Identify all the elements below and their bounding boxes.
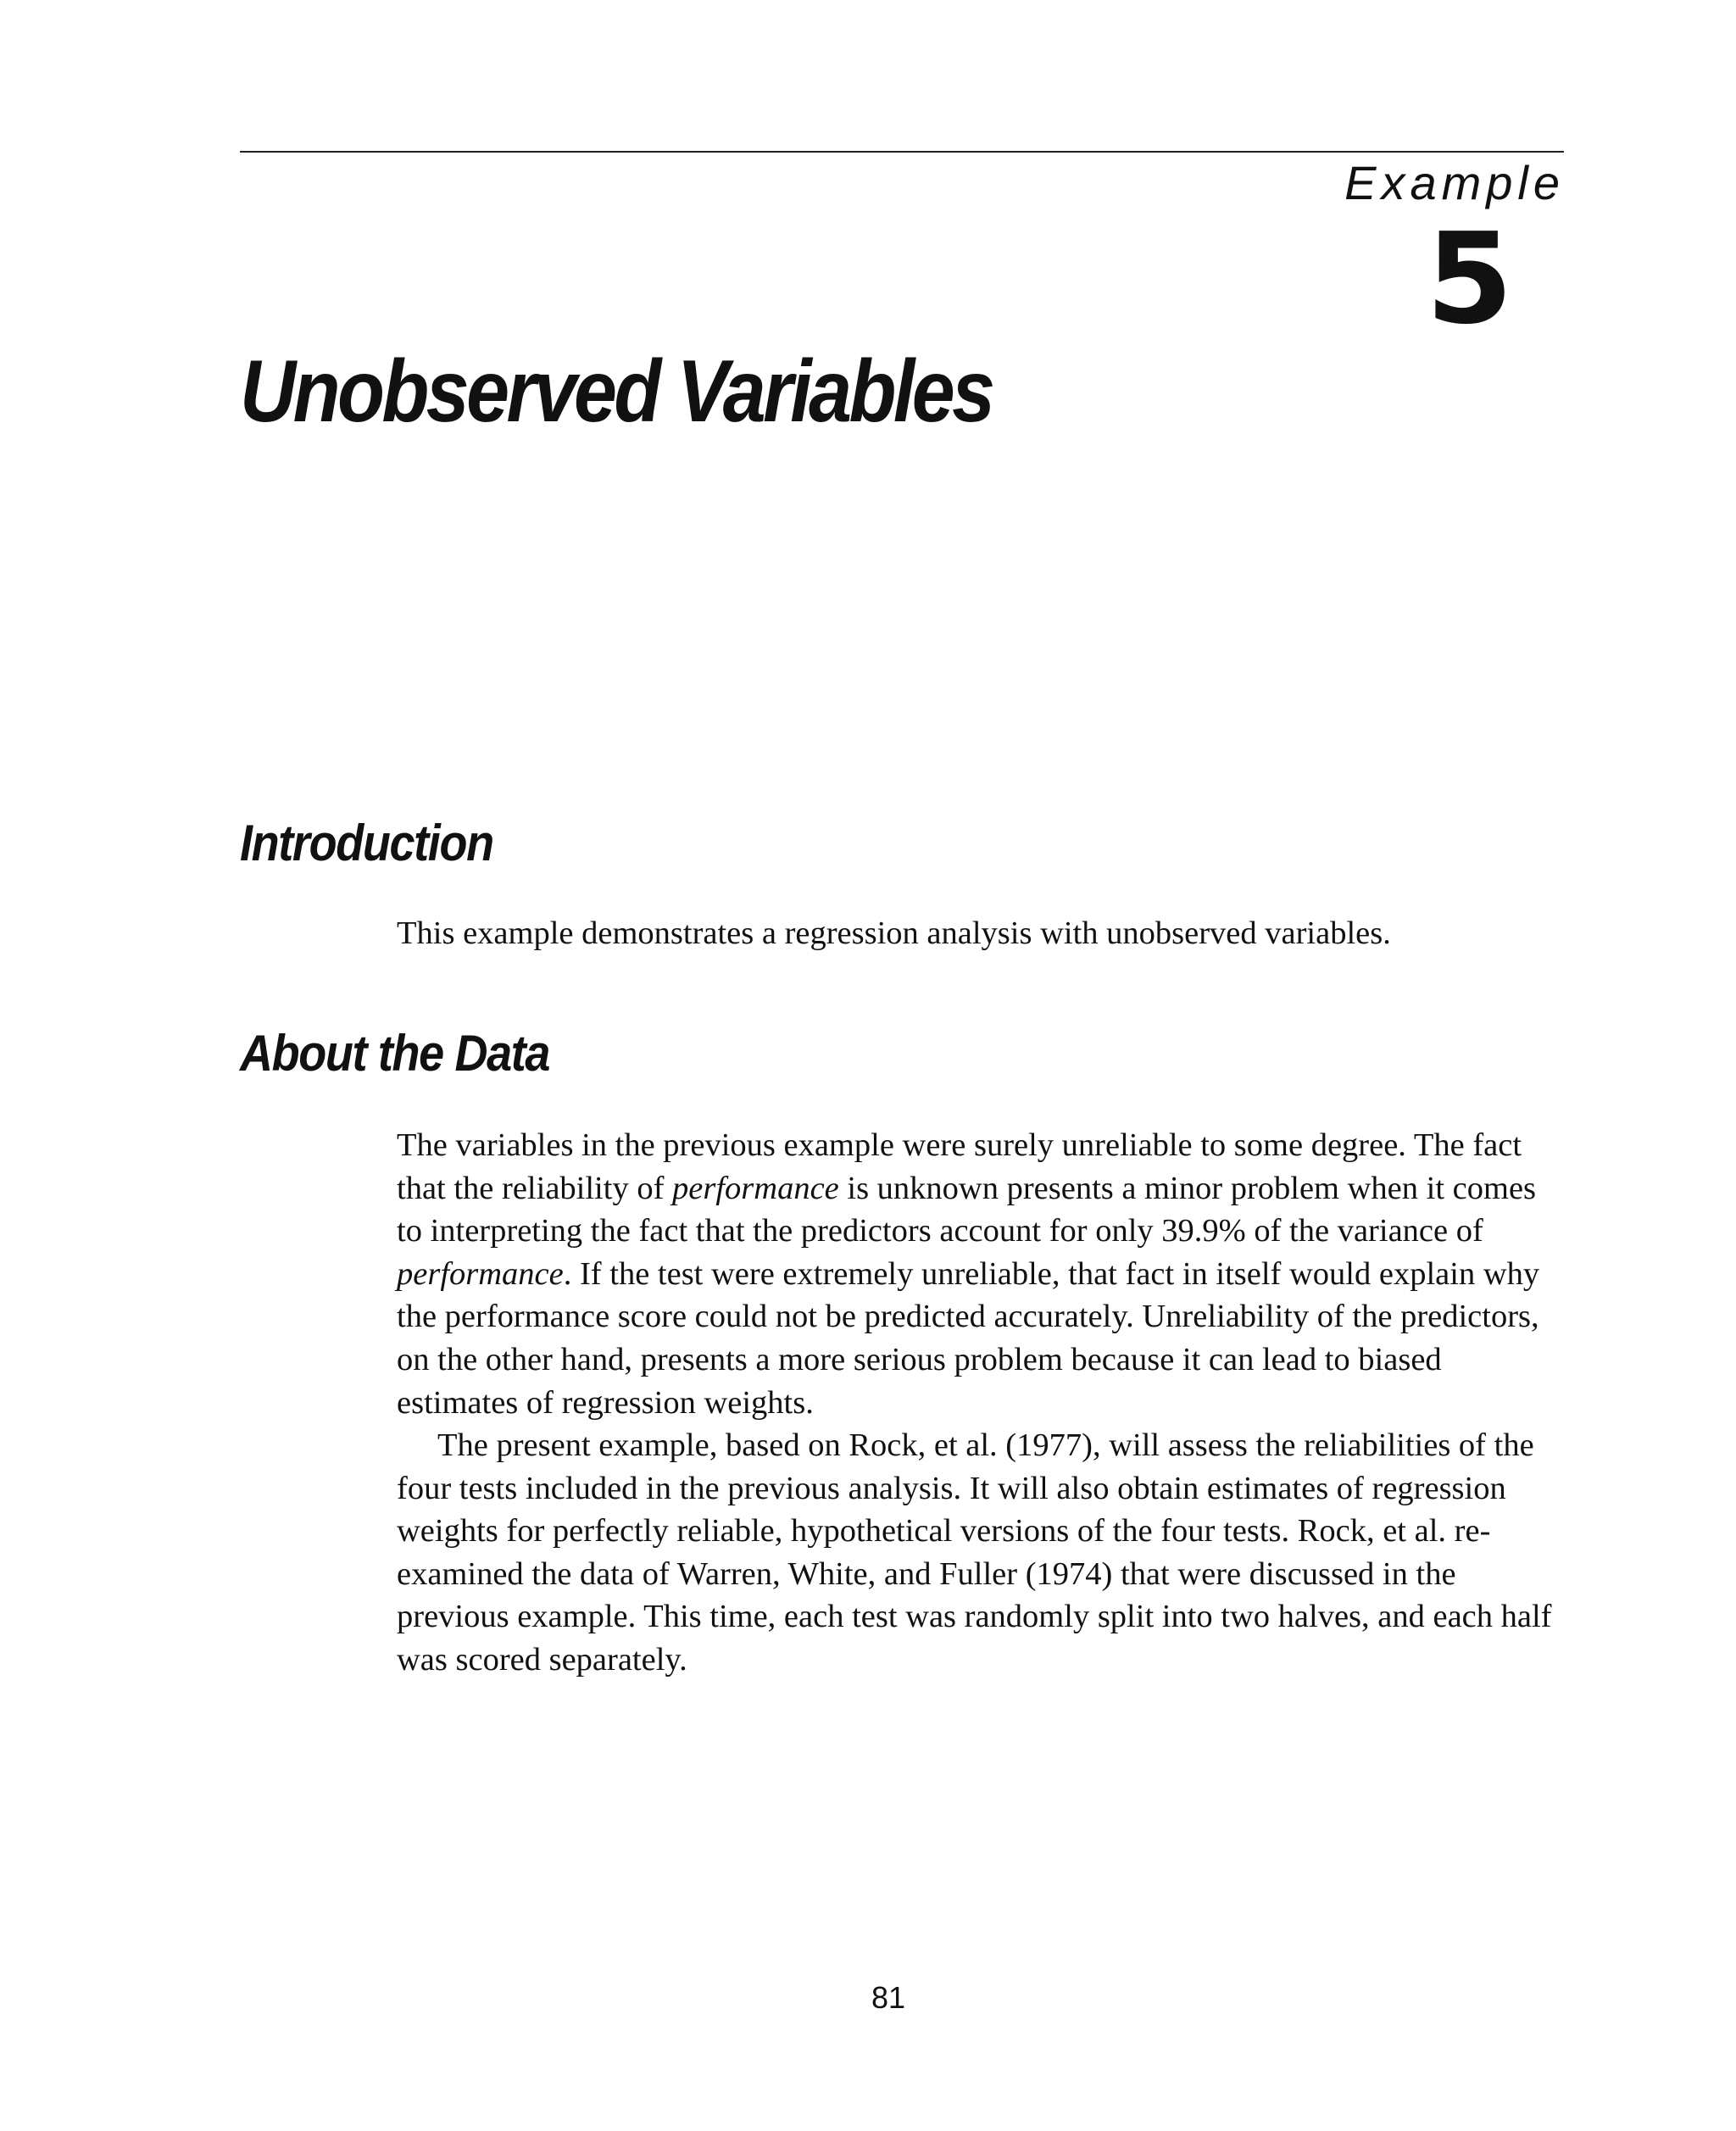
page-number: 81: [871, 1980, 906, 2015]
italic-term-performance: performance: [397, 1255, 564, 1292]
about-data-paragraph-1: [397, 1124, 1566, 1424]
text-segment: . If the test were extremely unreliable, that fact in itself would explain why the performance score could not be predicted accurately. Unreliability of the predictors, on the other hand, presents a more serious problem because it can lead to biased estimates of regression weights.: [397, 1255, 1540, 1421]
about-data-paragraph-2: The present example, based on Rock, et al. (1977), will assess the reliabilities of the four tests included in the previous analysis. It will also obtain estimates of regression weights for perfectly reliable, hypothetical versions of the four tests. Rock, et al. re-examined the data of Warren, White, and Fuller (1974) that were discussed in the previous example. This time, each test was randomly split into two halves, and each half was scored separately.: [397, 1427, 1552, 1678]
introduction-paragraph: This example demonstrates a regression analysis with unobserved variables.: [397, 915, 1391, 951]
text-segment: is unknown presents a minor problem when it comes to interpreting the fact that the predictors account for only 39.9% of the variance of: [397, 1170, 1537, 1249]
text-segment: The variables in the previous example were surely unreliable to some degree. The fact that the reliability of: [397, 1127, 1522, 1206]
example-number: 5: [1426, 206, 1513, 352]
chapter-title: Unobserved Variables: [240, 342, 993, 441]
italic-term-performance: performance: [672, 1170, 839, 1206]
example-label: Example: [1344, 156, 1565, 209]
section-heading-about-the-data: About the Data: [240, 1025, 550, 1082]
header-rule: [240, 151, 1564, 153]
section-heading-introduction: Introduction: [240, 815, 493, 871]
